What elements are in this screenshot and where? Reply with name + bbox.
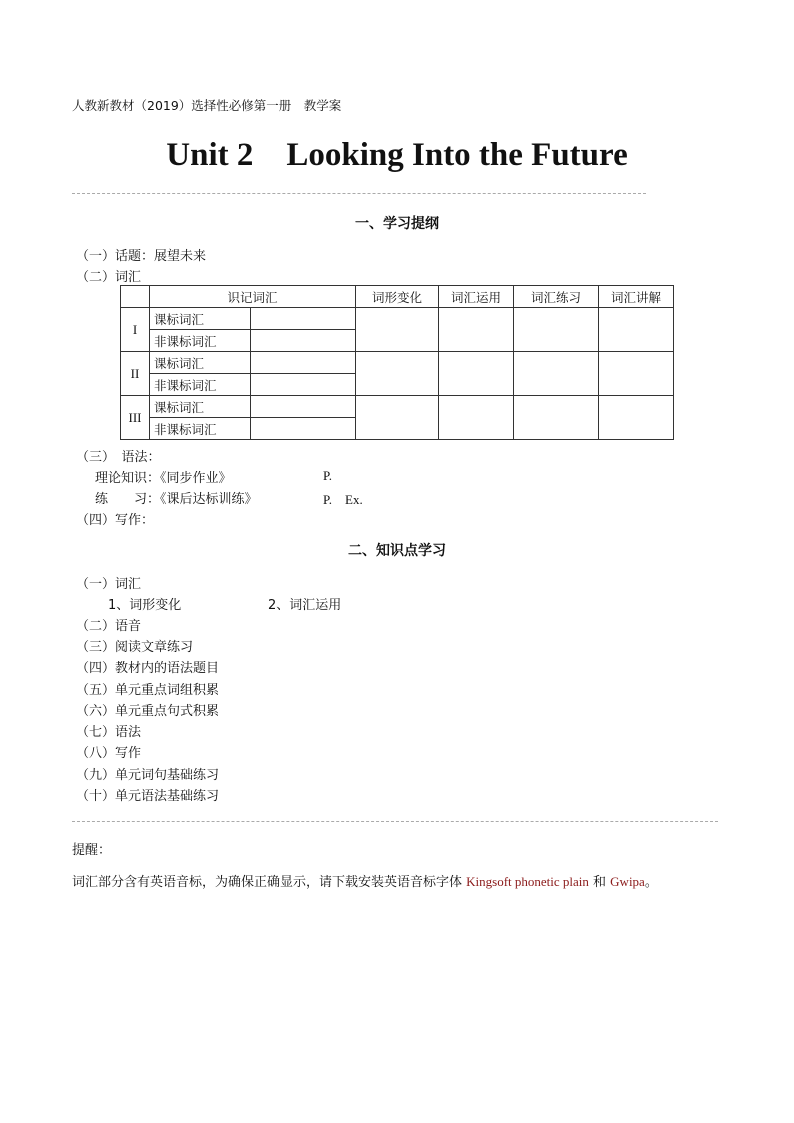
- blank-cell: [356, 396, 439, 440]
- list-item: （四）教材内的语法题目: [76, 661, 220, 676]
- blank-cell: [599, 352, 674, 396]
- grammar-label: （三） 语法：: [76, 450, 161, 465]
- practice-page: P. Ex.: [323, 492, 363, 507]
- font-link-kingsoft[interactable]: Kingsoft phonetic plain: [466, 874, 589, 889]
- theory-page: P.: [323, 468, 333, 483]
- blank-cell: [514, 308, 599, 352]
- group-roman-numeral: III: [121, 396, 150, 440]
- table-row: [121, 308, 674, 330]
- vocab-table: [120, 285, 674, 440]
- list-item: （七）语法: [76, 725, 142, 740]
- table-header-cell: 词汇运用: [439, 286, 514, 308]
- row-label: 课标词汇: [150, 308, 251, 330]
- sub-item-word-forms: 1、词形变化: [108, 598, 182, 613]
- section-heading-knowledge: 二、知识点学习: [348, 543, 446, 559]
- table-header-cell: 识记词汇: [150, 286, 356, 308]
- table-corner-cell: [121, 286, 150, 308]
- table-row: [121, 396, 674, 418]
- row-label: 非课标词汇: [150, 418, 251, 440]
- table-header-cell: 词汇讲解: [599, 286, 674, 308]
- font-link-gwipa[interactable]: Gwipa: [610, 874, 645, 889]
- list-item: （三）阅读文章练习: [76, 640, 194, 655]
- list-item: （五）单元重点词组积累: [76, 683, 220, 698]
- blank-cell: [439, 396, 514, 440]
- blank-cell: [599, 396, 674, 440]
- blank-cell: [439, 352, 514, 396]
- reminder-intro: 词汇部分含有英语音标，为确保正确显示，请下载安装英语音标字体: [72, 875, 467, 890]
- list-item: （二）语音: [76, 619, 142, 634]
- row-label: 课标词汇: [150, 352, 251, 374]
- list-item: （六）单元重点句式积累: [76, 704, 220, 719]
- reminder-end: 。: [644, 875, 658, 890]
- table-header-cell: 词形变化: [356, 286, 439, 308]
- blank-cell: [251, 352, 356, 374]
- group-roman-numeral: II: [121, 352, 150, 396]
- topic-line: （一）话题：展望未来: [76, 249, 207, 264]
- reminder-text: [72, 871, 658, 890]
- group-roman-numeral: I: [121, 308, 150, 352]
- list-item: （十）单元语法基础练习: [76, 789, 220, 804]
- section-heading-outline: 一、学习提纲: [355, 216, 439, 232]
- list-item: （八）写作: [76, 746, 142, 761]
- sub-item-word-usage: 2、词汇运用: [268, 598, 342, 613]
- knowledge-vocab-label: （一）词汇: [76, 577, 142, 592]
- blank-cell: [439, 308, 514, 352]
- reminder-label: 提醒：: [72, 843, 112, 858]
- separator-top: [72, 193, 646, 194]
- practice-label: 练 习：《课后达标训练》: [95, 492, 258, 507]
- table-header-row: [121, 286, 674, 308]
- separator-bottom: [72, 821, 718, 822]
- reminder-connector: 和: [588, 875, 611, 890]
- vocab-label: （二）词汇: [76, 270, 142, 285]
- blank-cell: [356, 308, 439, 352]
- blank-cell: [599, 308, 674, 352]
- blank-cell: [251, 330, 356, 352]
- table-header-cell: 词汇练习: [514, 286, 599, 308]
- blank-cell: [514, 396, 599, 440]
- blank-cell: [251, 418, 356, 440]
- table-row: [121, 352, 674, 374]
- list-item: （九）单元词句基础练习: [76, 768, 220, 783]
- writing-label: （四）写作：: [76, 513, 155, 528]
- row-label: 非课标词汇: [150, 330, 251, 352]
- row-label: 课标词汇: [150, 396, 251, 418]
- theory-label: 理论知识：《同步作业》: [95, 471, 232, 486]
- blank-cell: [251, 308, 356, 330]
- document-header: 人教新教材（2019）选择性必修第一册 教学案: [72, 98, 342, 113]
- blank-cell: [251, 396, 356, 418]
- blank-cell: [251, 374, 356, 396]
- unit-title: Unit 2 Looking Into the Future: [166, 137, 628, 173]
- blank-cell: [514, 352, 599, 396]
- blank-cell: [356, 352, 439, 396]
- row-label: 非课标词汇: [150, 374, 251, 396]
